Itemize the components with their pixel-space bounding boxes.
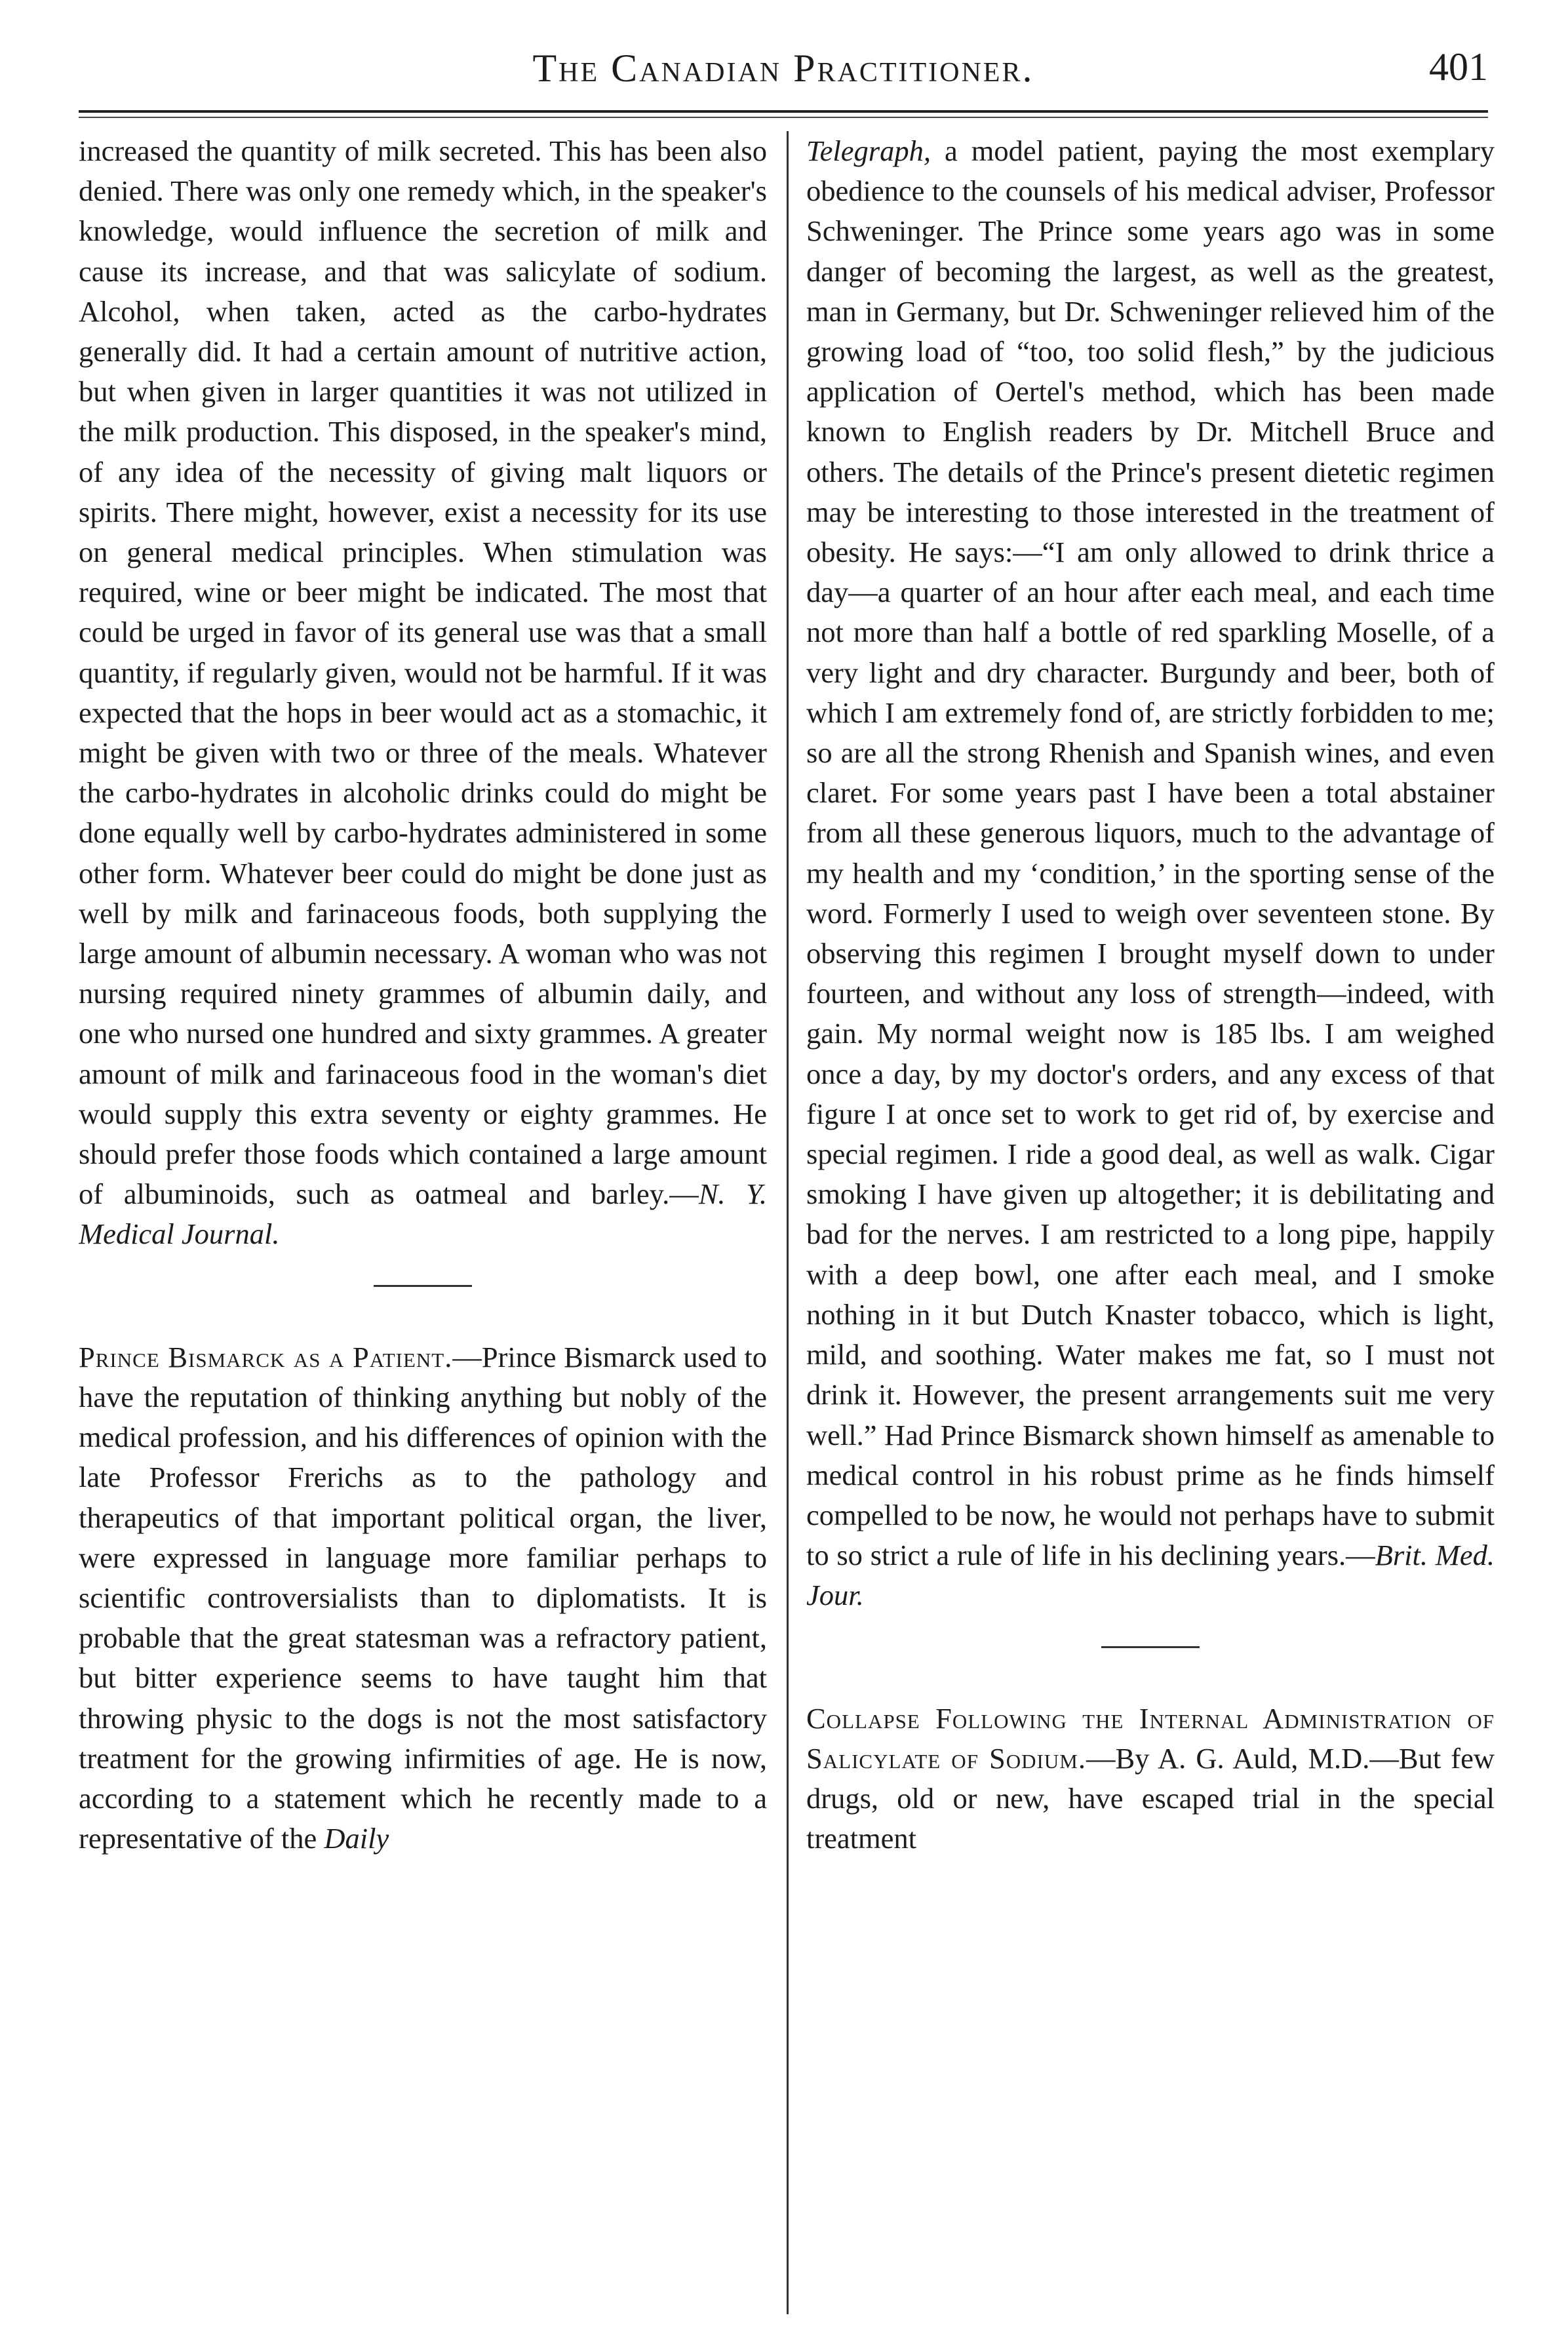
italic-text: Telegraph, [806, 134, 931, 167]
citation: N. Y. Medical Journal. [79, 1177, 767, 1251]
article-paragraph [79, 1337, 767, 1859]
page-number: 401 [1429, 45, 1488, 89]
column-divider [787, 131, 789, 2314]
article-paragraph [806, 1699, 1495, 1859]
paragraph-text: —By A. G. Auld, M.D.—But few drugs, old or new, have escaped trial in the special treatment [806, 1741, 1495, 1855]
paragraph-text: a model patient, paying the most exemplary obedience to the counsels of his medical adviser, Professor Schweninger. The Prince some years ago was in some danger of becoming the largest, as well as the greatest, man in Germany, but Dr. Schweninger relieved him of the growing load of “too, too solid flesh,” by the judicious application of Oertel's method, which has been made known to English readers by Dr. Mitchell Bruce and others. The details of the Prince's present dietetic regimen may be interesting to those interested in the treatment of obesity. He says:—“I am only allowed to drink thrice a day—a quarter of an hour after each meal, and each time not more than half a bottle of red sparkling Moselle, of a very light and dry character. Burgundy and beer, both of which I am extremely fond of, are strictly forbidden to me; so are all the strong Rhenish and Spanish wines, and even claret. For some years past I have been a total abstainer from all these generous liquors, much to the advantage of my health and my ‘condition,’ in the sporting sense of the word. Formerly I used to weigh over seventeen stone. By observing this regimen I brought myself down to under fourteen, and without any loss of strength—indeed, with gain. My normal weight now is 185 lbs. I am weighed once a day, by my doctor's orders, and any excess of that figure I at once set to work to get rid of, by exercise and special regimen. I ride a good deal, as well as walk. Cigar smoking I have given up altogether; it is debilitating and bad for the nerves. I am restricted to a long pipe, happily with a deep bowl, one after each meal, and I smoke nothing in it but Dutch Knaster tobacco, which is light, mild, and soothing. Water makes me fat, so I must not drink it. However, the present arrangements suit me very well.” Had Prince Bismarck shown himself as amenable to medical control in his robust prime as he finds himself compelled to be now, he would not perhaps have to submit to so strict a rule of life in his declining years.— [806, 134, 1495, 1572]
running-title: The Canadian Practitioner. [532, 47, 1034, 90]
citation: Brit. Med. Jour. [806, 1539, 1495, 1612]
article-paragraph [79, 131, 767, 1255]
header-rule [79, 110, 1488, 113]
article-paragraph [806, 131, 1495, 1616]
paragraph-text: increased the quantity of milk secreted. This has been also denied. There was only one remedy which, in the speaker's knowledge, would influence the secretion of milk and cause its increase, and that was salicylate of sodium. Alcohol, when taken, acted as the carbo-hydrates generally did. It had a certain amount of nutritive action, but when given in larger quantities it was not utilized in the milk production. This disposed, in the speaker's mind, of any idea of the necessity of giving malt liquors or spirits. There might, however, exist a necessity for its use on general medical principles. When stimulation was required, wine or beer might be indicated. The most that could be urged in favor of its general use was that a small quantity, if regularly given, would not be harmful. If it was expected that the hops in beer would act as a stomachic, it might be given with two or three of the meals. Whatever the carbo-hydrates in alcoholic drinks could do might be done equally well by carbo-hydrates administered in some other form. Whatever beer could do might be done just as well by milk and farinaceous foods, both supplying the large amount of albumin necessary. A woman who was not nursing required ninety grammes of albumin daily, and one who nursed one hundred and sixty grammes. A greater amount of milk and farinaceous food in the woman's diet would supply this extra seventy or eighty grammes. He should prefer those foods which contained a large amount of albuminoids, such as oatmeal and barley.— [79, 134, 767, 1211]
italic-text: Daily [324, 1822, 389, 1855]
right-column [806, 131, 1495, 2314]
paragraph-text: —Prince Bismarck used to have the reputation of thinking anything but nobly of the medical profession, and his differences of opinion with the late Professor Frerichs as to the pathology and therapeutics of that important political organ, the liver, were expressed in language more familiar perhaps to scientific controversialists than to diplomatists. It is probable that the great statesman was a refractory patient, but bitter experience seems to have taught him that throwing physic to the dogs is not the most satisfactory treatment for the growing infirmities of age. He is now, according to a statement which he recently made to a representative of the [79, 1340, 767, 1855]
section-separator [79, 1255, 767, 1337]
page-header [79, 33, 1488, 111]
article-heading: Prince Bismarck as a Patient. [79, 1340, 453, 1373]
left-column [79, 131, 767, 2314]
article-heading: Collapse Following the Internal Administration of Salicylate of Sodium. [806, 1701, 1495, 1775]
section-separator [806, 1616, 1495, 1699]
header-rule-thin [79, 117, 1488, 118]
